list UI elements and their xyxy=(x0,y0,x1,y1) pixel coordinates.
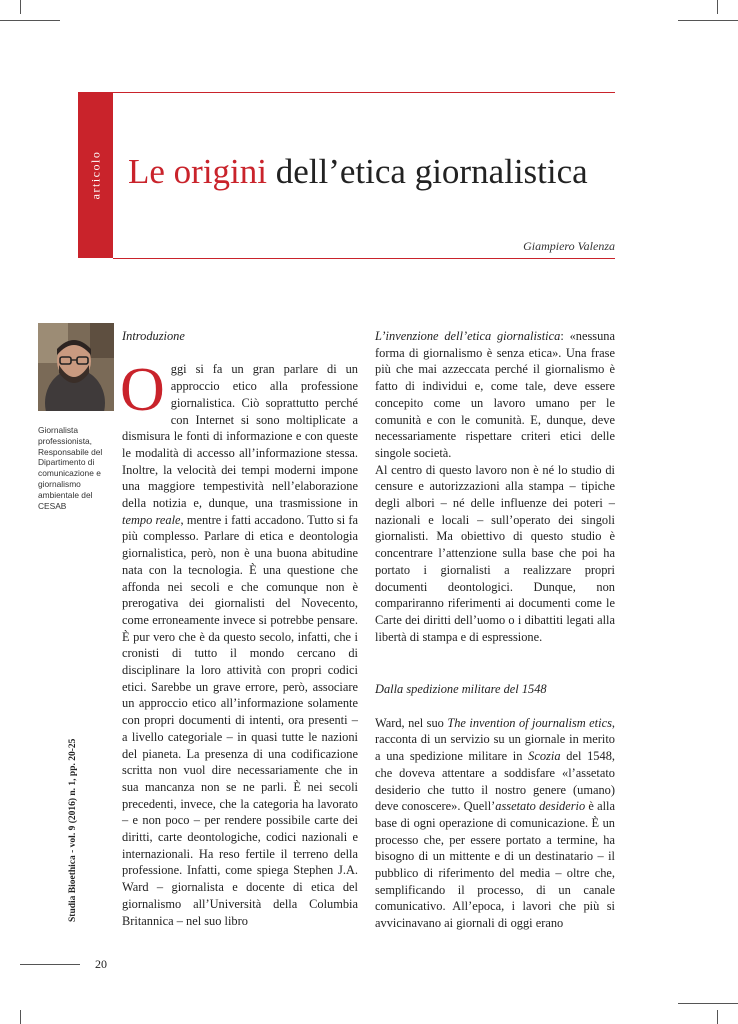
title-rest: dell’etica giornalistica xyxy=(267,152,588,191)
crop-mark xyxy=(678,1003,738,1004)
text-run: è alla base di ogni operazione di comunicazione. È un processo che, per essere portato a termine, ha bisogno di un mittente e di un destinatario – il pubblico di riferimento del media – oltre che, semplificando il processo, di un canale comunicativo. All’epoca, i lavori che più si avvicinavano ai giornali di oggi erano xyxy=(375,799,615,931)
crop-mark xyxy=(0,20,60,21)
emphasis: L’invenzione dell’etica giornalistica xyxy=(375,329,561,343)
drop-cap: O xyxy=(120,356,165,425)
paragraph xyxy=(375,328,615,462)
emphasis: assetato desiderio xyxy=(495,799,586,814)
crop-mark xyxy=(678,20,738,21)
text-run: ggi si fa un gran parlare di un approccio etico alla professione giornalistica. Ciò soprattutto perché con Internet si sono moltiplicate a dismisura le fonti di informazione e con queste le modalità di accesso all’informazione stessa. Inoltre, la velocità dei tempi moderni impone una maggiore tempestività nell’elaborazione della notizia e, dunque, una trasmissione in xyxy=(122,362,358,511)
section-heading-introduzione: Introduzione xyxy=(122,329,185,343)
emphasis: The invention of journalism etics xyxy=(447,715,612,730)
page-number: 20 xyxy=(95,957,107,971)
paragraph: Al centro di questo lavoro non è né lo studio di censure e autorizzazioni alla stampa – tipiche degli albori – né delle influenze dei poteri – nazionali e locali – sull’operato dei singoli giornalisti. Ma obiettivo di questo studio è concentrare l’attenzione sulla base che poi ha portato i giornalisti a realizzare propri documenti deontologici. Dunque, non compariranno riferimenti ai documenti come le Carte dei diritti dell’uomo o i dibattiti legati alla libertà di stampa e di espressione. xyxy=(375,462,615,644)
top-rule xyxy=(113,92,615,93)
paragraph xyxy=(120,356,358,929)
text-run: , racconta di un servizio su un giornale in merito a una spedizione militare in xyxy=(375,715,616,764)
author-name: Giampiero Valenza xyxy=(523,239,615,253)
crop-mark xyxy=(717,0,718,14)
section-heading-spedizione: Dalla spedizione militare del 1548 xyxy=(375,682,547,697)
text-run: , mentre i fatti accadono. Tutto si fa più complesso. Parlare di etica e deontologia giornalistica, però, non è una buona abitudine nata con la tecnologia. È una questione che affonda nei secoli e che comunque non è prerogativa dei giornalisti del Novecento, come erroneamente invece si potrebbe pensare. È pur vero che è da questo secolo, infatti, che i cronisti di tutto il mondo cercano di disciplinare la loro attività con propri codici etici. Sarebbe un grave errore, però, associare un approccio etico all’informazione solamente con propri documenti di intenti, ora presenti – a livello categoriale – in quasi tutte le nazioni del pianeta. La presenza di una codificazione scritta non vuol dire necessariamente che in sua mancanza non se ne parli. È nei secoli precedenti, invece, che la categoria ha lavorato – e non poco – per rendere possibile carte dei diritti, carte deontologiche, codici nazionali e internazionali. Ha reso fertile il terreno della professione. Infatti, come spiega Stephen J.A. Ward – giornalista e docente di etica del giornalismo all’Università della Columbia Britannica – nel suo libro xyxy=(122,512,358,928)
text-run: Ward, nel suo xyxy=(375,715,448,730)
emphasis: Scozia xyxy=(528,749,561,764)
text-run: : «nessuna forma di giornalismo è senza etica». Una frase più che mai azzeccata perché il giornalismo è fatto di individui e, come tale, deve essere concepito come un lavoro umano per le comunità e con le comunità. E, dunque, deve necessariamente rispettare criteri etici delle singole società. xyxy=(375,329,616,460)
footer-rule xyxy=(20,964,80,965)
author-rule xyxy=(113,258,615,259)
crop-mark xyxy=(20,1010,21,1024)
crop-mark xyxy=(717,1010,718,1024)
author-bio: Giornalista professionista, Responsabile del Dipartimento di comunicazione e giornalismo ambientale del CESAB xyxy=(38,425,103,511)
right-column xyxy=(375,328,615,932)
text-run: del 1548, che doveva attentare a soddisfare «l’assetato desiderio che tutto il nostro genere (umano) deve conoscere». Quell’ xyxy=(375,749,615,814)
author-photo-image xyxy=(38,323,114,411)
journal-reference: Studia Bioethica - vol. 9 (2016) n. 1, pp. 20-25 xyxy=(68,738,78,922)
section-tab xyxy=(78,92,113,258)
crop-mark xyxy=(20,0,21,14)
title-accent: Le origini xyxy=(128,152,267,191)
author-photo xyxy=(38,323,114,411)
article-title xyxy=(128,150,588,194)
section-label: articolo xyxy=(88,150,102,200)
paragraph xyxy=(375,715,615,932)
emphasis: tempo reale xyxy=(122,512,181,527)
left-column xyxy=(122,328,358,929)
